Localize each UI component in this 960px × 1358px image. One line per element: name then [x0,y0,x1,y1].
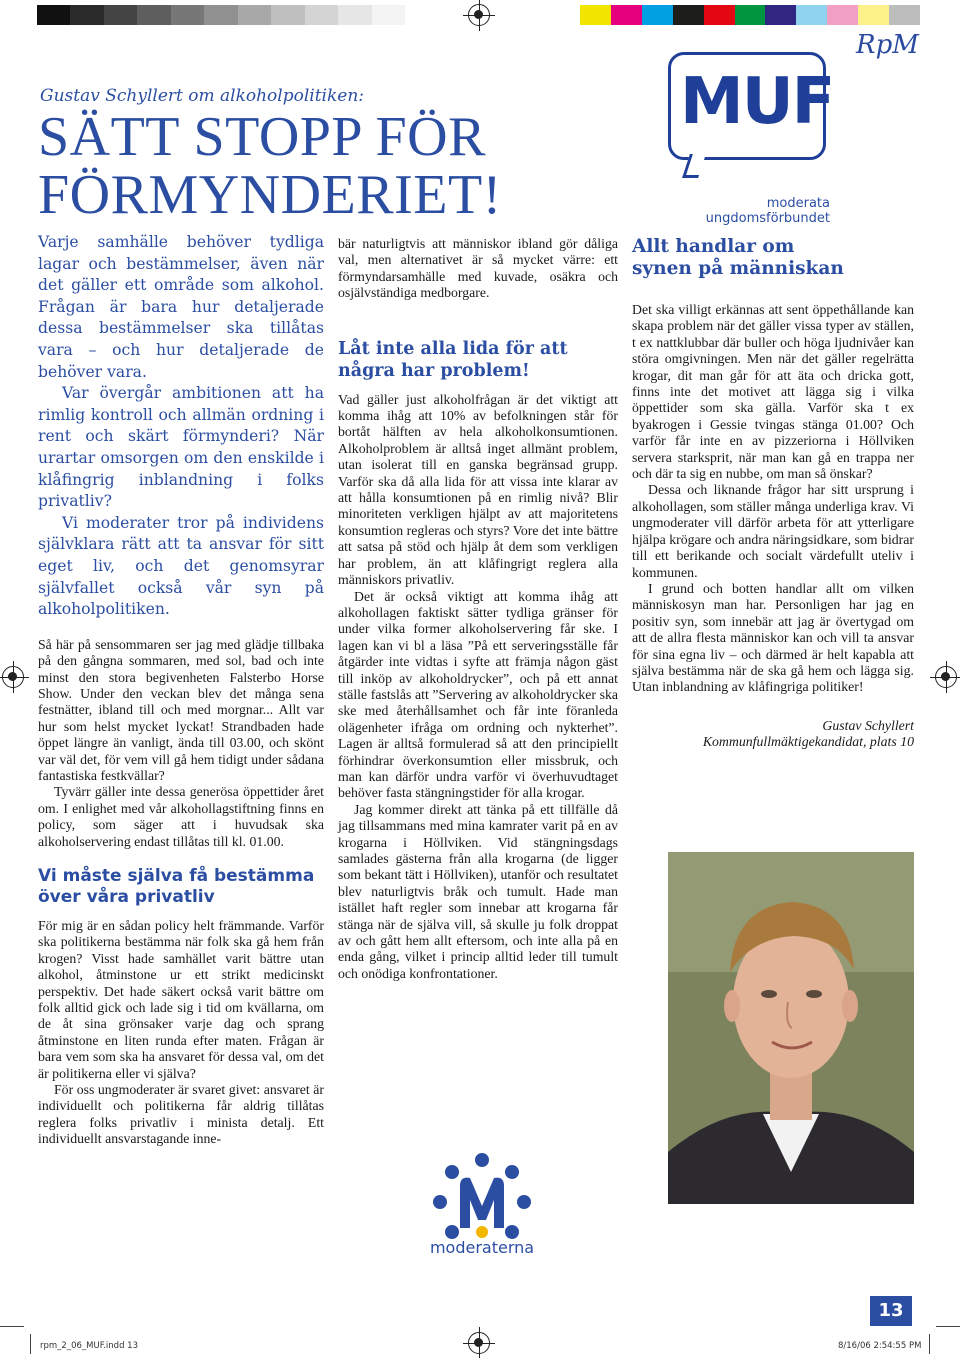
crop-mark [929,1334,930,1354]
lead-paragraph: Vi moderater tror på individens självklara rätt att ta ansvar för sitt eget liv, och det genomsyrar självfallet också vår syn på alkoholpolitiken. [38,513,324,619]
portrait-illustration [668,852,914,1204]
section-heading: Allt handlar om synen på människan [632,236,844,279]
body-paragraph: Vad gäller just alkoholfrågan är det viktigt att komma ihåg att 10% av befolkningen står för bortåt hälften av hela alkoholkonsumtionen. Alkoholproblem är alltså inget allmänt problem, utan isolerat till en ganska begränsad grupp. Varför ska då alla lida för att vissa inte klarar av att hålla konsumtionen på en rimlig nivå? Blir minoriteten verkligen hjälpt av att majoritetens konsumtion regleras och styrs? Vore det inte bättre att satsa på stöd och hjälp åt dem som verkligen har problem, än att klåfingrigt reglera alla människors privatliv. [338,391,618,588]
muf-sub-line1: moderata [766,196,830,211]
author-role: Kommunfullmäktigekandidat, plats 10 [702,734,914,750]
rpm-corner-logo: RpM [856,30,919,60]
lead-paragraph: Var övergår ambitionen att ha rimlig kontroll och allmän ordning i rent och skärt förmynderi? När urartar omsorgen om den enskilde i klåfingrig inblandning i folks privatliv? [38,384,324,511]
author-portrait-photo [668,852,914,1204]
article-kicker: Gustav Schyllert om alkoholpolitiken: [40,86,365,106]
registration-mark-top-icon [468,4,490,26]
body-paragraph: I grund och botten handlar allt om vilken människosyn man har. Personligen har jag en positiv syn, som innebär att jag är övertygad om att de allra flesta människor kan och vill ta ansvar för sina egna liv – och därmed är helt kapabla att själva bestämma när de ska gå hem och lägga sig. Utan inblandning av klåfingriga politiker! [632,580,914,695]
body-paragraph: Dessa och liknande frågor har sitt ursprung i alkohollagen, som ställer många underliga krav. Vi ungmoderater vill därför arbeta för att ytterligare hjälpa krögare och andra näringsidkare, som bidrar till ett berikande och socialt värdefullt uteliv i kommunen. [632,482,914,580]
lead-text [38,232,324,621]
registration-mark-bottom-icon [468,1332,490,1354]
print-color-bar-left [37,5,405,25]
lead-paragraph: Varje samhälle behöver tydliga lagar och bestämmelser, även när det gäller ett område som alkohol. Frågan är bara hur detaljerade dessa bestämmelser ska tillåtas vara – och hur detaljerade de behöver vara. [38,233,324,381]
column-1 [38,232,324,1148]
registration-mark-left-icon [2,666,24,688]
column-2 [338,236,618,982]
slug-file: rpm_2_06_MUF.indd 13 [40,1341,138,1351]
body-paragraph: Jag kommer direkt att tänka på ett tillfälle då jag tillsammans med mina kamrater varit på en av krogarna i Höllviken. Vid stängningsdags samlades gästerna från alla krogarna (de ligger som bekant tätt i Höllviken), utanför och resultatet blev naturligtvis bråk och tumult. Hade man istället haft regler som innebar att krogarna får stänga när de själva vill, så skulle ju folk droppat av och gått hem allt eftersom, och inte alla på en enda gång, vilket i princip alltid leder till tumult och onödiga konfrontationer. [338,801,618,981]
author-name: Gustav Schyllert [822,717,914,733]
body-paragraph: Det ska villigt erkännas att sent öppethållande kan skapa problem när det gäller vissa typer av ställen, t ex nattklubbar där buller och höga ljudnivåer kan störa omgivningen. Men när det gäller regelrätta krogar, dit man går för att äta och dricka gott, finns inte det motivet att lägga sig i vilka öppettider som ska gälla. Varför ska t ex byakrogen i Gessie tvingas stänga 01.00? Och varför får inte en av pizzeriorna i Höllviken servera starksprit, när man kan gå en trappa ner och där ta sig en nubbe, om man så önskar? [632,302,914,482]
crop-mark [0,1326,24,1327]
article-title: SÄTT STOPP FÖR FÖRMYNDERIET! [38,106,502,226]
body-paragraph: Tyvärr gäller inte dessa generösa öppettider året om. I enlighet med vår alkohollagstiftning finns en policy, som säger att i huvudsak ska alkoholservering endast tillåtas till kl. 01.00. [38,784,324,849]
moderaterna-wordmark: moderaterna [429,1238,535,1257]
muf-logo-subtitle [680,196,830,226]
body-paragraph: För oss ungmoderater är svaret givet: ansvaret är individuellt och politikerna får aldrig tillåtas reglera folks privatliv i minista detalj. Ett individuellt ansvarstagande inne- [38,1082,324,1147]
body-paragraph: Det är också viktigt att komma ihåg att alkohollagen faktiskt sätter tydliga gränser för under vilka former alkoholservering får ske. I lagen kan vi bl a läsa ”På ett serveringsställe får åtgärder inte vidtas i syfte att främja någon gäst till inköp av alkoholdrycker”, och på ett annat ställe fastslås att ”Servering av alkoholdrycker ska ske med återhållsamhet och får inte föranleda olägenheter ifråga om ordning och nykterhet”. Lagen är alltså formulerad så att den principiellt förhindrar överkonsumtion eller missbruk, och man kan därför undra varför vi överhuvudtaget behöver fasta stängningstider för alla krogar. [338,588,618,801]
crop-mark [936,1326,960,1327]
page-number: 13 [870,1296,912,1326]
body-paragraph: Så här på sensommaren ser jag med glädje tillbaka på den gångna sommaren, med sol, bad och inte minst den stora begivenheten Falsterbo Horse Show. Under den veckan blev det många sena festnätter, ibland till och med morgnar... Allt var hur som helst mycket lyckat! Strandbaden hade öppet längre än vanligt, ända till 03.00, och skönt var väl det, för vem vill gå hem tidigt under sådana fantastiska festkvällar? [38,636,324,783]
author-signature [632,718,914,751]
crop-mark [30,1334,31,1354]
column-3 [632,236,914,751]
muf-sub-line2: ungdomsförbundet [705,211,830,226]
section-heading: Vi måste själva få bestämma över våra privatliv [38,865,315,907]
body-paragraph: bär naturligtvis att människor ibland gör dåliga val, men alternativet är så mycket värre: ett förmyndarsamhälle med kuvade, osäkra och osjälvständiga medborgare. [338,236,618,301]
section-heading: Låt inte alla lida för att några har problem! [338,338,568,381]
registration-mark-right-icon [935,666,957,688]
slug-timestamp: 8/16/06 2:54:55 PM [838,1341,922,1351]
muf-logo: MUF [680,65,834,139]
column-1-body [38,637,324,1148]
print-color-bar-right [580,5,920,25]
body-paragraph: För mig är en sådan policy helt främmande. Varför ska politikerna bestämma när folk ska gå hem från krogen? Visst hade samhället varit bättre utan alkohol, åtminstone ur ett strikt medicinskt perspektiv. Det hade säkert också varit bättre om folk alltid gick och lade sig i tid om kvällarna, om de åt sina grönsaker varje dag och sprang åtminstone en liten runda efter maten. Frågan är bara vem som ska ha ansvaret för dessa val, om det är politikerna eller vi själva? [38,917,324,1081]
